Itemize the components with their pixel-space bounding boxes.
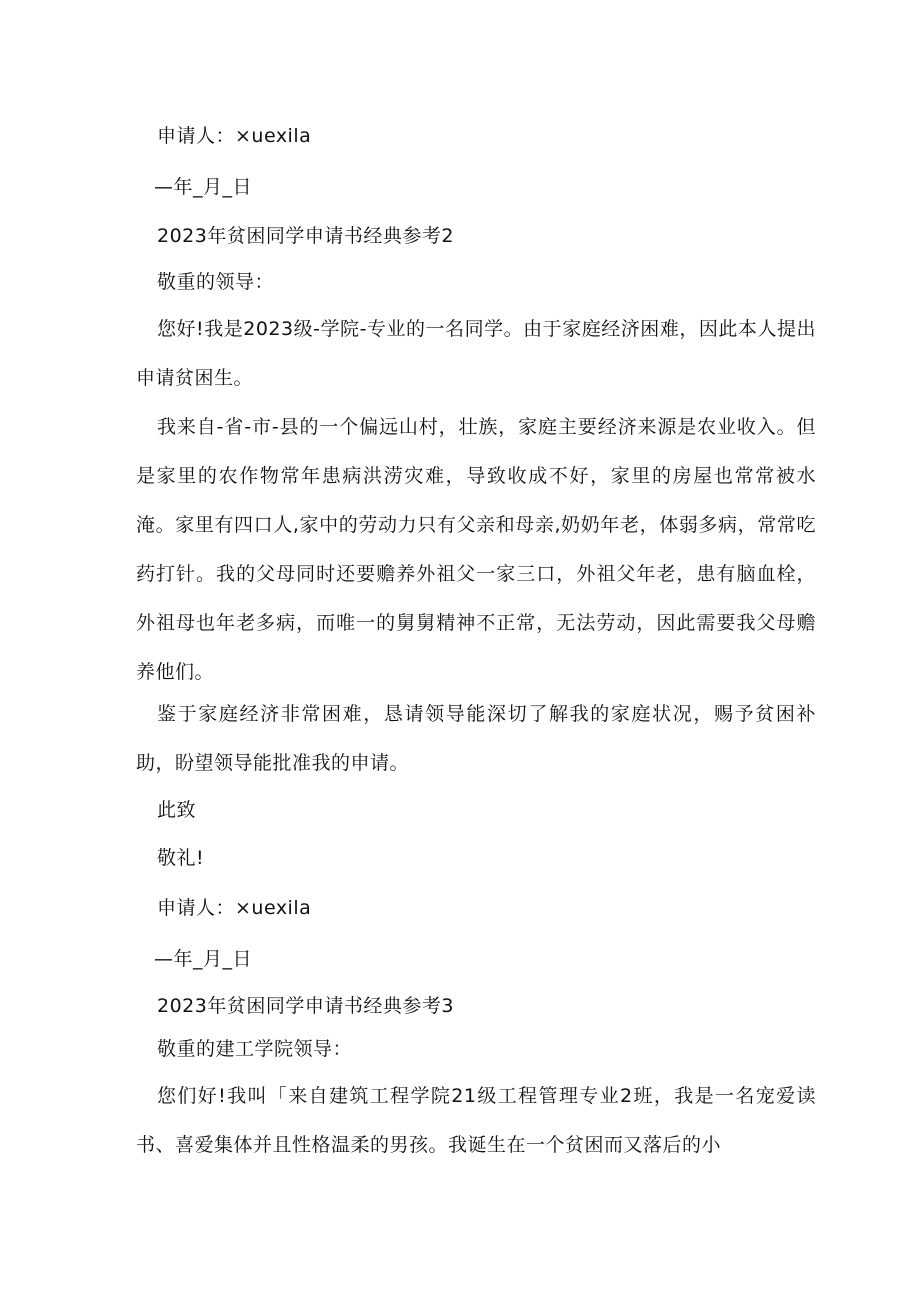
salutation: 敬重的领导：: [157, 271, 275, 293]
date-line: —年_月_日: [154, 948, 253, 970]
paragraph: 我来自-省-市-县的一个偏远山村，壮族，家庭主要经济来源是农业收入。但是家里的农作物常年患病洪涝灾难，导致收成不好，家里的房屋也常常被水淹。家里有四口人,家中的劳动力只有父亲和母亲,奶奶年老，体弱多病，常常吃药打针。我的父母同时还要赡养外祖父一家三口，外祖父年老，患有脑血栓，外祖母也年老多病，而唯一的舅舅精神不正常，无法劳动，因此需要我父母赡养他们。: [136, 416, 816, 683]
paragraph: 鉴于家庭经济非常困难，恳请领导能深切了解我的家庭状况，赐予贫困补助，盼望领导能批准我的申请。: [136, 703, 816, 774]
salutation: 敬重的建工学院领导：: [157, 1038, 353, 1060]
section-heading: 2023年贫困同学申请书经典参考3: [157, 995, 454, 1017]
section-heading: 2023年贫困同学申请书经典参考2: [157, 225, 454, 247]
closing-line: 此致: [157, 799, 197, 821]
closing-line: 敬礼!: [157, 847, 205, 869]
applicant-signature: 申请人：×uexila: [157, 125, 312, 147]
paragraph: 您们好!我叫「来自建筑工程学院21级工程管理专业2班，我是一名宠爱读书、喜爱集体并且性格温柔的男孩。我诞生在一个贫困而又落后的小: [136, 1085, 816, 1156]
paragraph: 您好!我是2023级-学院-专业的一名同学。由于家庭经济困难，因此本人提出申请贫困生。: [136, 318, 816, 389]
date-line: —年_月_日: [154, 176, 253, 198]
applicant-signature: 申请人：×uexila: [157, 897, 312, 919]
